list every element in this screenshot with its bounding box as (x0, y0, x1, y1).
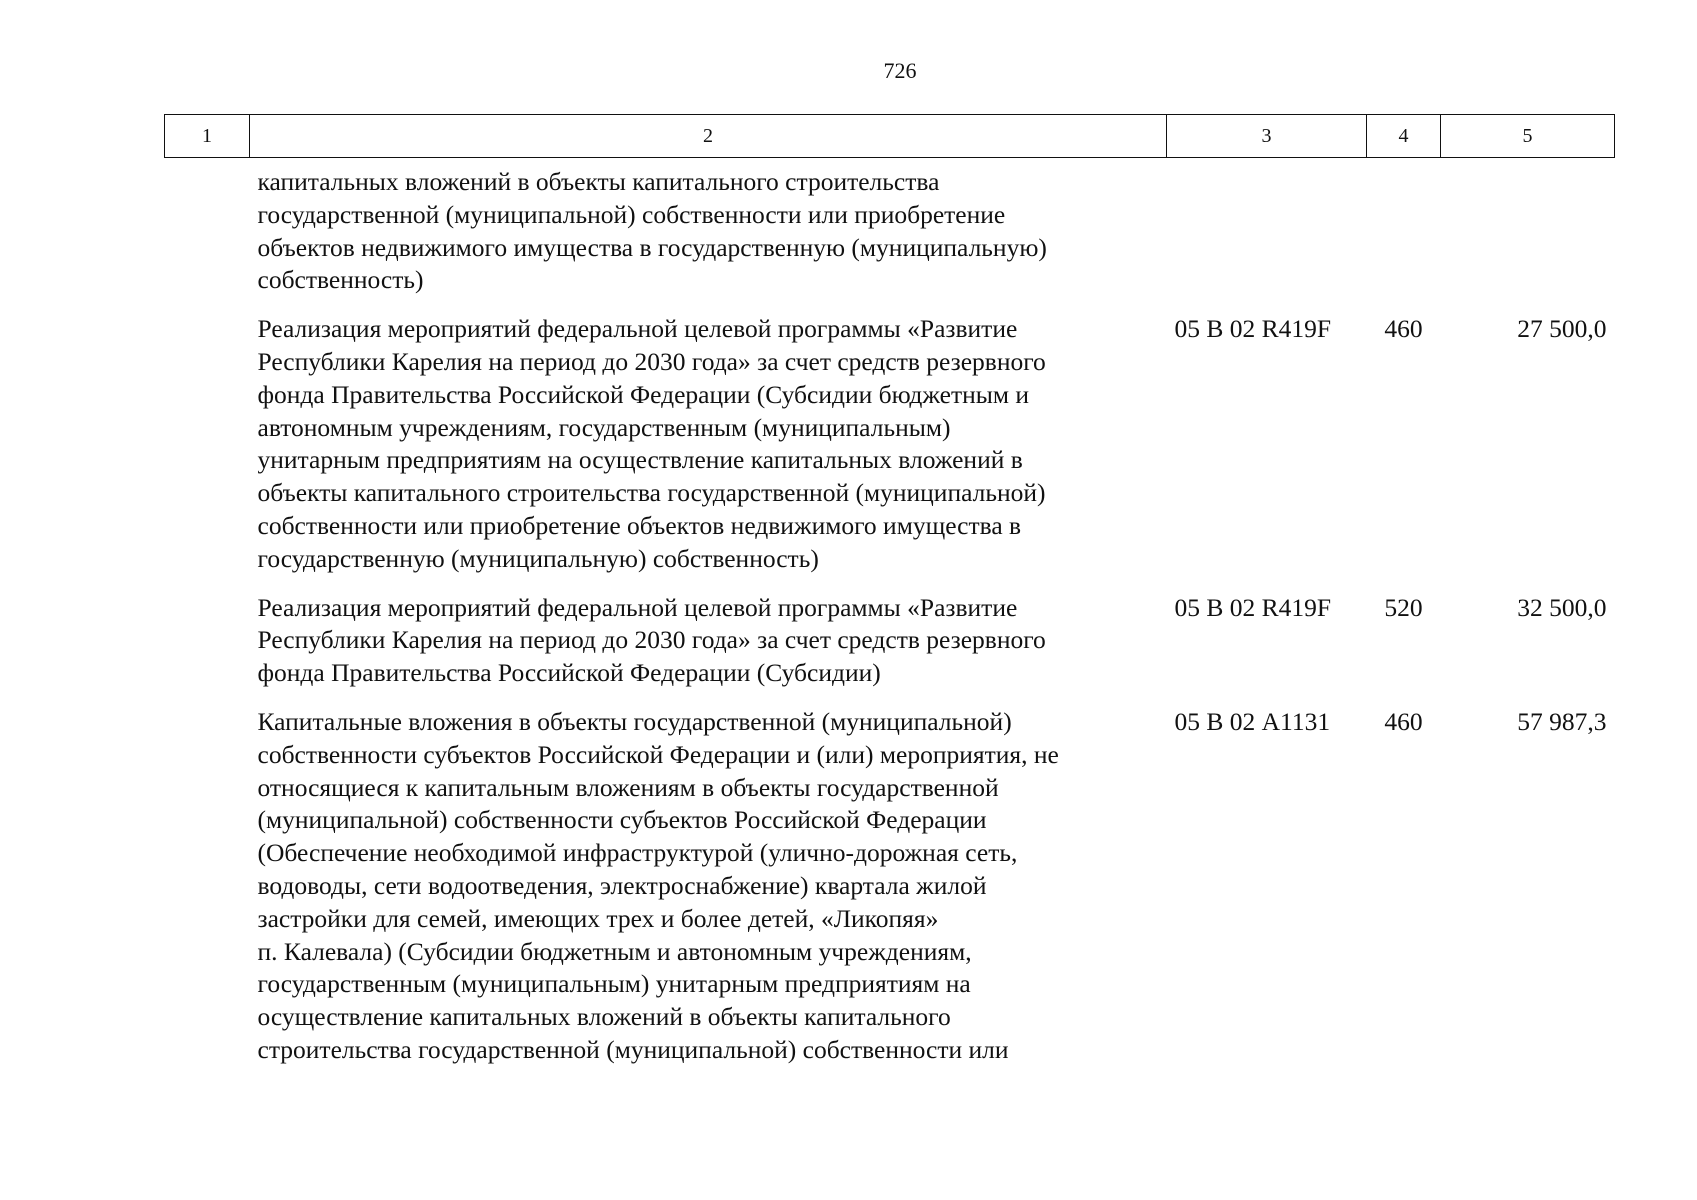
description-line: строительства государственной (муниципальной) собственности или (257, 1034, 1009, 1064)
description-cell (250, 158, 1167, 314)
amount-cell: 27 500,0 (1517, 314, 1607, 344)
description-line: относящиеся к капитальным вложениям в объекты государственной (257, 772, 999, 802)
description-line: капитальных вложений в объекты капитального строительства (257, 167, 940, 196)
target-code-cell: 05 В 02 R419F (1174, 592, 1332, 622)
description-line: п. Калевала) (Субсидии бюджетным и автономным учреждениям, (257, 936, 972, 966)
target-code-cell: 05 В 02 R419F (1174, 314, 1332, 344)
column-header-4: 4 (1367, 115, 1441, 158)
description-cell (250, 313, 1167, 591)
amount-cell (1441, 158, 1615, 314)
description-line: собственности субъектов Российской Федерации и (или) мероприятия, не (257, 739, 1059, 769)
row-number-cell (165, 706, 250, 1083)
row-number-cell (165, 158, 250, 314)
column-header-2: 2 (250, 115, 1167, 158)
table-body (165, 158, 1615, 1083)
description-line: Реализация мероприятий федеральной целевой программы «Развитие (257, 314, 1018, 344)
expense-type-cell (1367, 158, 1441, 314)
description-line: Капитальные вложения в объекты государственной (муниципальной) (257, 706, 1012, 736)
table-row (165, 158, 1615, 314)
description-line: государственную (муниципальную) собственность) (257, 543, 819, 573)
description-line: собственности или приобретение объектов недвижимого имущества в (257, 510, 1022, 540)
description-line: фонда Правительства Российской Федерации (Субсидии) (257, 658, 881, 688)
table-row (165, 592, 1615, 706)
description-line: Республики Карелия на период до 2030 года» за счет средств резервного (257, 625, 1046, 655)
description-line: Реализация мероприятий федеральной целевой программы «Развитие (257, 592, 1018, 622)
description-line: государственным (муниципальным) унитарным предприятиям на (257, 969, 971, 999)
description-line: объекты капитального строительства государственной (муниципальной) (257, 478, 1046, 508)
description-line: объектов недвижимого имущества в государственную (муниципальную) (257, 232, 1047, 262)
description-line: (Обеспечение необходимой инфраструктурой (улично-дорожная сеть, (257, 838, 1018, 868)
budget-table (164, 114, 1615, 1083)
description-line: собственность) (257, 265, 424, 295)
table-header-row (165, 115, 1615, 158)
description-line: унитарным предприятиям на осуществление капитальных вложений в (257, 445, 1023, 475)
expense-type-cell: 460 (1384, 314, 1423, 344)
description-line: застройки для семей, имеющих трех и более детей, «Ликопяя» (257, 903, 939, 933)
expense-type-cell: 460 (1384, 706, 1423, 736)
column-header-5: 5 (1441, 115, 1615, 158)
description-cell (250, 706, 1167, 1083)
column-header-3: 3 (1167, 115, 1367, 158)
description-line: водоводы, сети водоотведения, электроснабжение) квартала жилой (257, 870, 987, 900)
description-line: автономным учреждениям, государственным (муниципальным) (257, 412, 951, 442)
description-line: фонда Правительства Российской Федерации (Субсидии бюджетным и (257, 379, 1030, 409)
description-line: осуществление капитальных вложений в объекты капитального (257, 1002, 951, 1032)
description-line: (муниципальной) собственности субъектов Российской Федерации (257, 805, 987, 835)
row-number-cell (165, 592, 250, 706)
table-row (165, 313, 1615, 591)
expense-type-cell: 520 (1384, 592, 1423, 622)
row-number-cell (165, 313, 250, 591)
target-code-cell: 05 В 02 A1131 (1174, 706, 1331, 736)
column-header-1: 1 (165, 115, 250, 158)
description-cell (250, 592, 1167, 706)
target-code-cell (1167, 158, 1367, 314)
amount-cell: 57 987,3 (1517, 706, 1607, 736)
page-number: 726 (883, 58, 917, 83)
description-line: Республики Карелия на период до 2030 года» за счет средств резервного (257, 346, 1046, 376)
amount-cell: 32 500,0 (1517, 592, 1607, 622)
description-line: государственной (муниципальной) собственности или приобретение (257, 199, 1006, 229)
table-row (165, 706, 1615, 1083)
